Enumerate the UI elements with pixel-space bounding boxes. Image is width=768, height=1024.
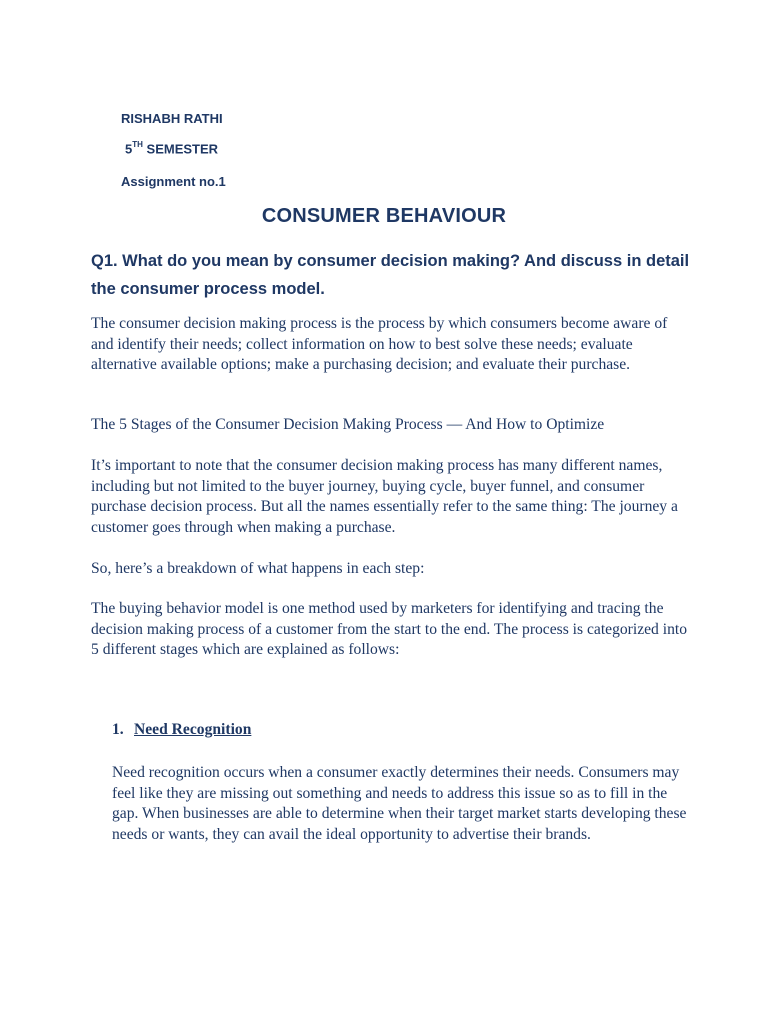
assignment-number: Assignment no.1 [121,174,226,189]
section-title: Need Recognition [134,721,252,738]
semester-line [125,141,218,156]
section-body: Need recognition occurs when a consumer exactly determines their needs. Consumers may feel like they are missing out something and needs to address this issue so as to fill in the gap. When businesses are able to determine when their target market starts developing these needs or wants, they can avail the ideal opportunity to advertise their brands. [112,764,687,843]
section-number: 1. [112,721,124,738]
semester-word: SEMESTER [142,141,219,157]
intro-paragraph: The consumer decision making process is the process by which consumers become aware of and identify their needs; collect information on how to best solve these needs; evaluate alternative available options; make a purchasing decision; and evaluate their purchase. [91,315,668,373]
document-title: CONSUMER BEHAVIOUR [261,205,507,227]
semester-suffix: TH [132,140,143,149]
stages-heading-paragraph: The 5 Stages of the Consumer Decision Making Process — And How to Optimize [91,416,605,433]
semester-number: 5 [125,141,133,157]
question-heading: Q1. What do you mean by consumer decision making? And discuss in detail the consumer process model. [91,252,690,298]
section-heading [112,721,251,739]
model-paragraph: The buying behavior model is one method used by marketers for identifying and tracing the decision making process of a customer from the start to the end. The process is categorized into 5 different stages which are explained as follows: [91,600,687,658]
breakdown-paragraph: So, here’s a breakdown of what happens in each step: [91,560,425,577]
names-paragraph: It’s important to note that the consumer decision making process has many different names, including but not limited to the buyer journey, buying cycle, buyer funnel, and consumer purchase decision process. But all the names essentially refer to the same thing: The journey a customer goes through when making a purchase. [91,457,678,536]
author-name: RISHABH RATHI [121,111,223,126]
